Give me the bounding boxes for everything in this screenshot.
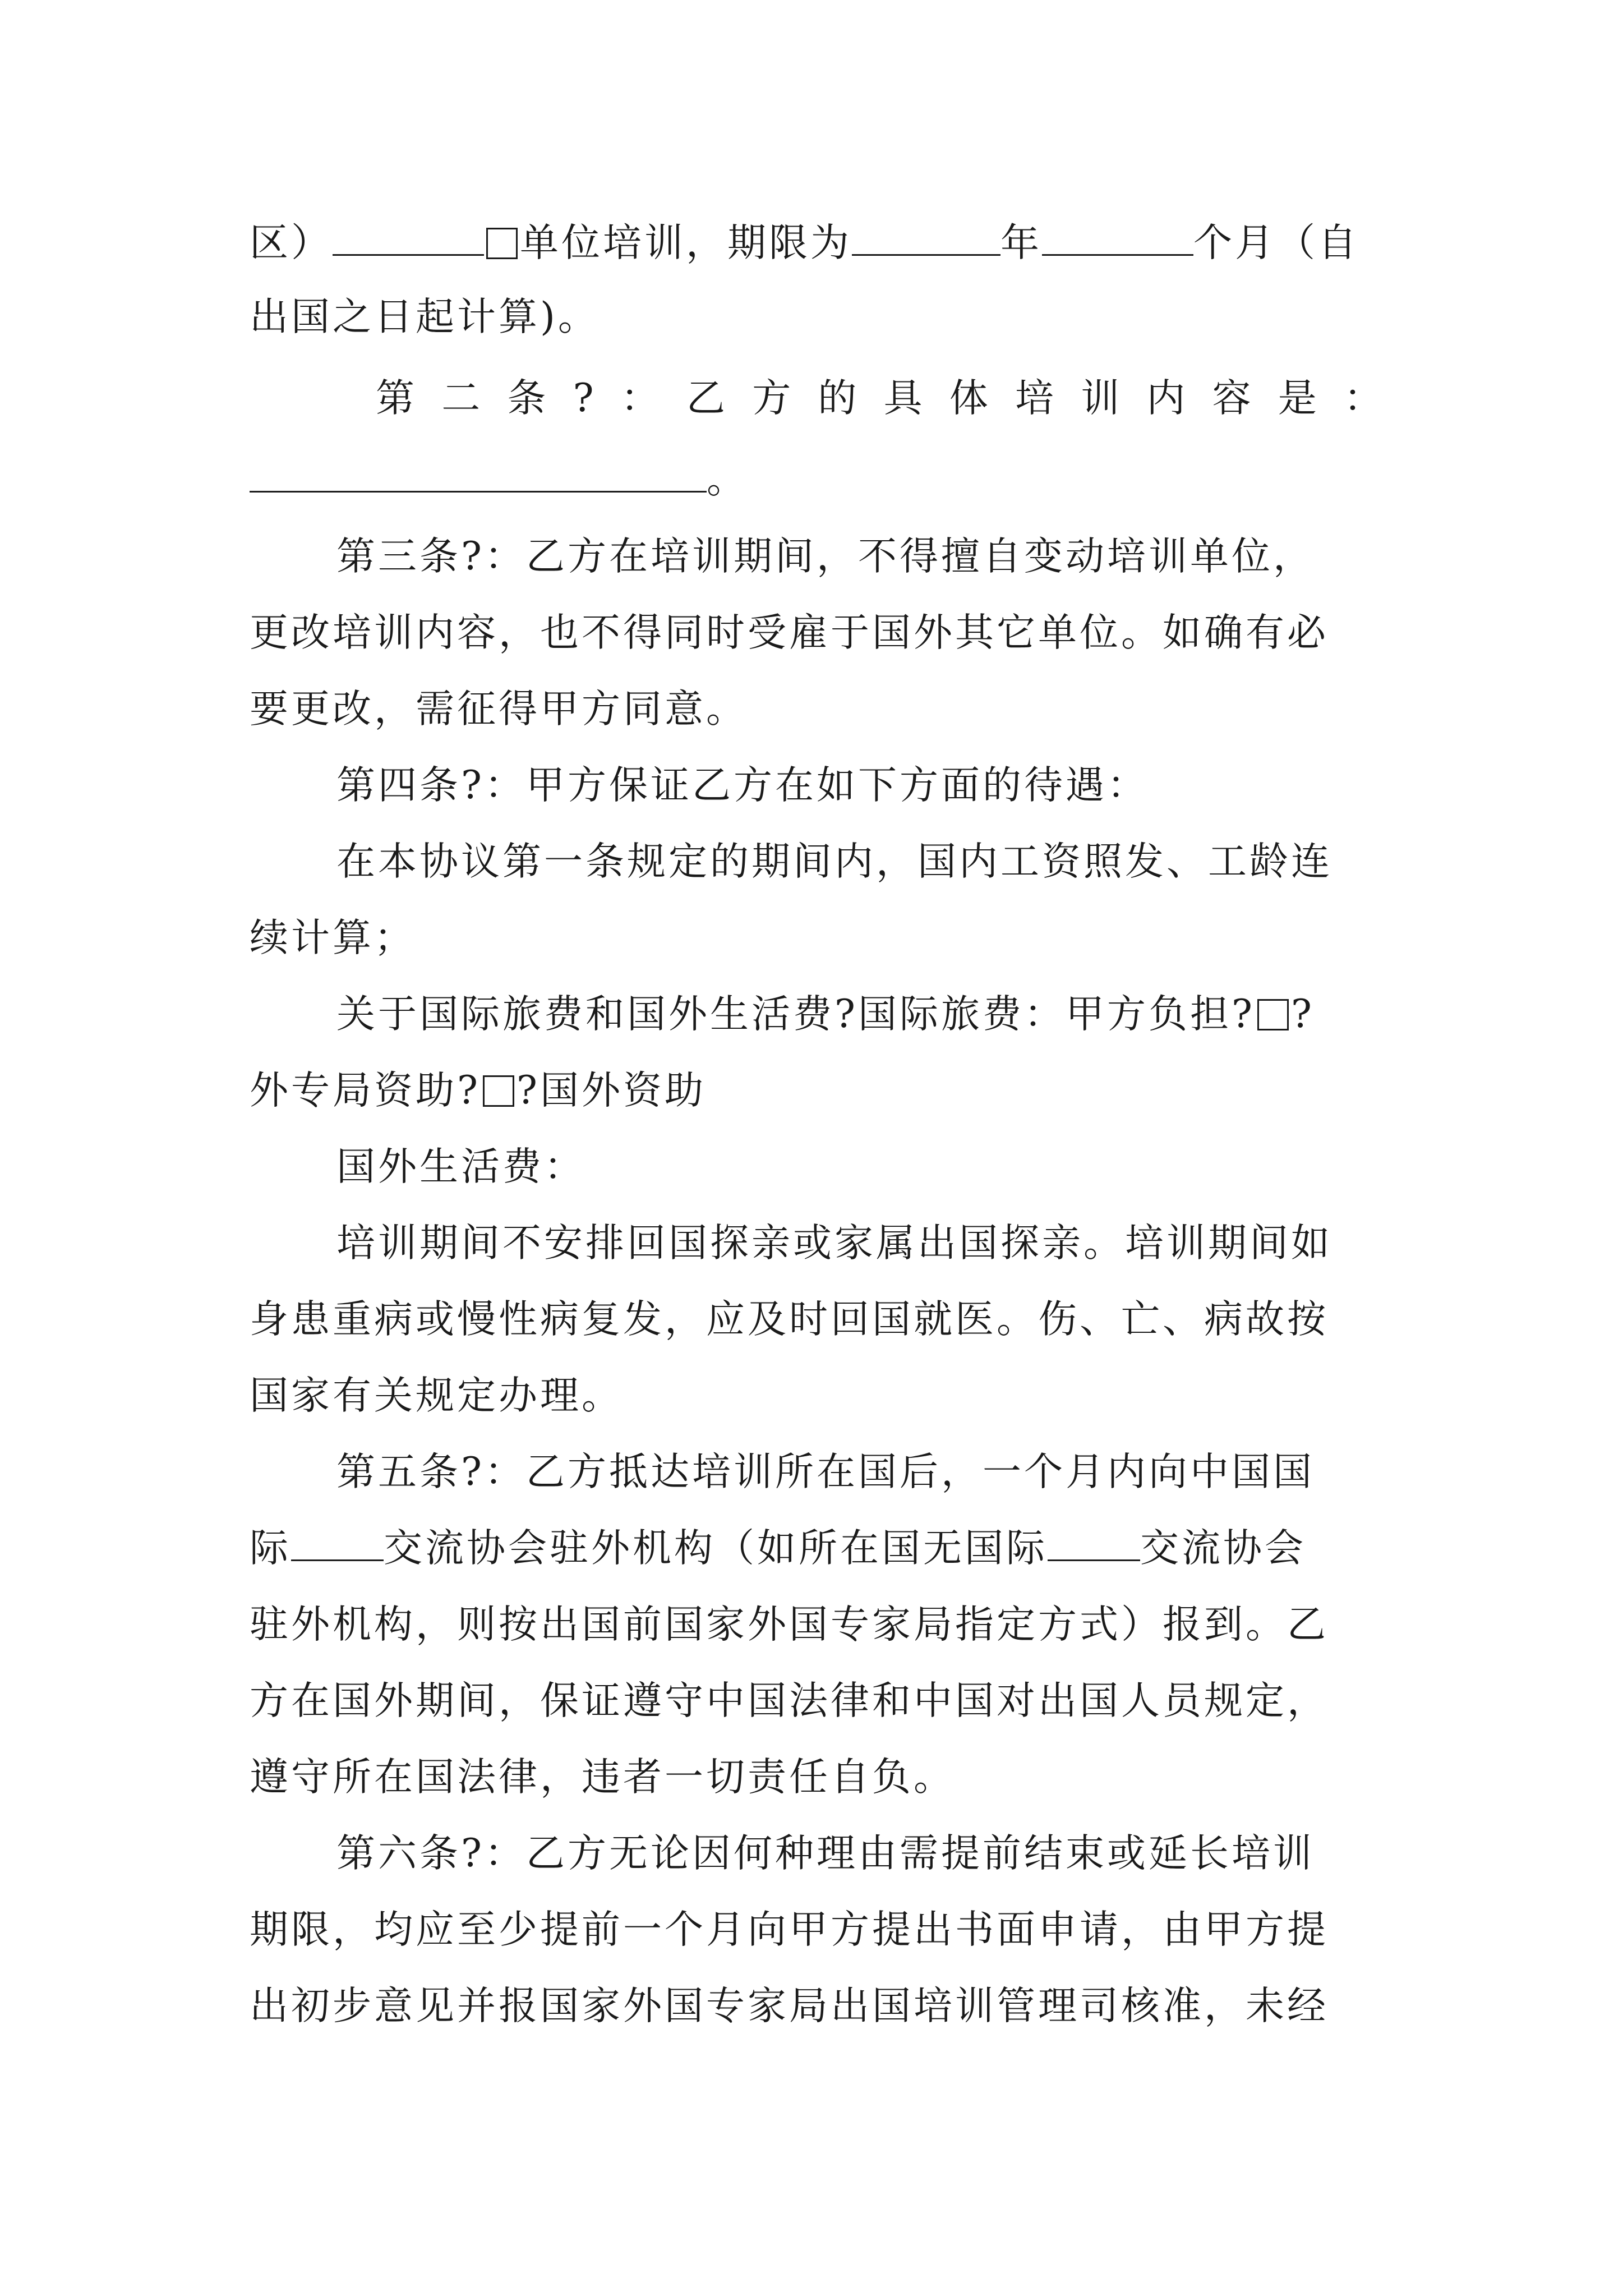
text-line: 出国之日起计算)。 <box>250 295 600 339</box>
text-line: 在本协议第一条规定的期间内，国内工资照发、工龄连 <box>336 839 1332 884</box>
text-line: 身患重病或慢性病复发，应及时回国就医。伤、亡、病故按 <box>250 1297 1329 1342</box>
article-3-line: 第三条?：乙方在培训期间，不得擅自变动培训单位， <box>336 534 1315 579</box>
text-line: 出初步意见并报国家外国专家局出国培训管理司核准，未经 <box>250 1984 1329 2028</box>
text-line: 要更改，需征得甲方同意。 <box>250 687 748 731</box>
text-line: 国外生活费： <box>336 1144 585 1189</box>
article-4-line: 第四条?：甲方保证乙方在如下方面的待遇： <box>336 763 1149 808</box>
text-line: 国家有关规定办理。 <box>250 1373 623 1418</box>
text-segment: 交流协会 <box>1140 1526 1306 1571</box>
checkbox-icon <box>1257 999 1289 1030</box>
text-segment: 。 <box>707 457 748 502</box>
text-line: 更改培训内容，也不得同时受雇于国外其它单位。如确有必 <box>250 610 1329 655</box>
fill-blank <box>291 1519 384 1561</box>
text-line: 期限，均应至少提前一个月向甲方提出书面申请，由甲方提 <box>250 1907 1329 1952</box>
text-segment: 际 <box>250 1526 291 1571</box>
text-segment: 区） <box>250 220 333 265</box>
fill-blank <box>1042 214 1193 256</box>
text-segment: ? <box>1291 992 1315 1037</box>
text-line <box>250 212 1382 274</box>
text-line <box>250 449 1382 510</box>
text-segment: 年 <box>1000 220 1042 265</box>
text-line: 续计算； <box>250 915 416 960</box>
article-5-line: 第五条?：乙方抵达培训所在国后，一个月内向中国国 <box>336 1450 1315 1494</box>
fill-blank <box>852 214 1000 256</box>
text-segment: 单位培训，期限为 <box>520 220 852 265</box>
fill-blank <box>333 214 484 256</box>
article-2-heading: 第二条?：乙方的具体培训内容是： <box>376 376 1382 421</box>
text-line <box>336 983 1382 1045</box>
checkbox-icon <box>486 228 518 259</box>
text-line <box>250 1060 1382 1121</box>
text-line: 方在国外期间，保证遵守中国法律和中国对出国人员规定， <box>250 1678 1329 1723</box>
text-line: 驻外机构，则按出国前国家外国专家局指定方式）报到。乙 <box>250 1602 1329 1647</box>
checkbox-icon <box>483 1075 514 1107</box>
text-segment: 个月（自 <box>1193 220 1359 265</box>
text-line: 培训期间不安排回国探亲或家属出国探亲。培训期间如 <box>336 1221 1332 1266</box>
text-segment: 交流协会驻外机构（如所在国无国际 <box>384 1526 1048 1571</box>
text-line <box>250 1517 1382 1579</box>
fill-blank <box>250 450 707 493</box>
text-segment: ?国外资助 <box>517 1068 706 1113</box>
text-segment: 关于国际旅费和国外生活费?国际旅费：甲方负担? <box>336 992 1255 1037</box>
fill-blank <box>1048 1519 1140 1561</box>
text-segment: 外专局资助? <box>250 1068 481 1113</box>
text-line: 遵守所在国法律，违者一切责任自负。 <box>250 1755 955 1800</box>
article-6-line: 第六条?：乙方无论因何种理由需提前结束或延长培训 <box>336 1831 1315 1876</box>
